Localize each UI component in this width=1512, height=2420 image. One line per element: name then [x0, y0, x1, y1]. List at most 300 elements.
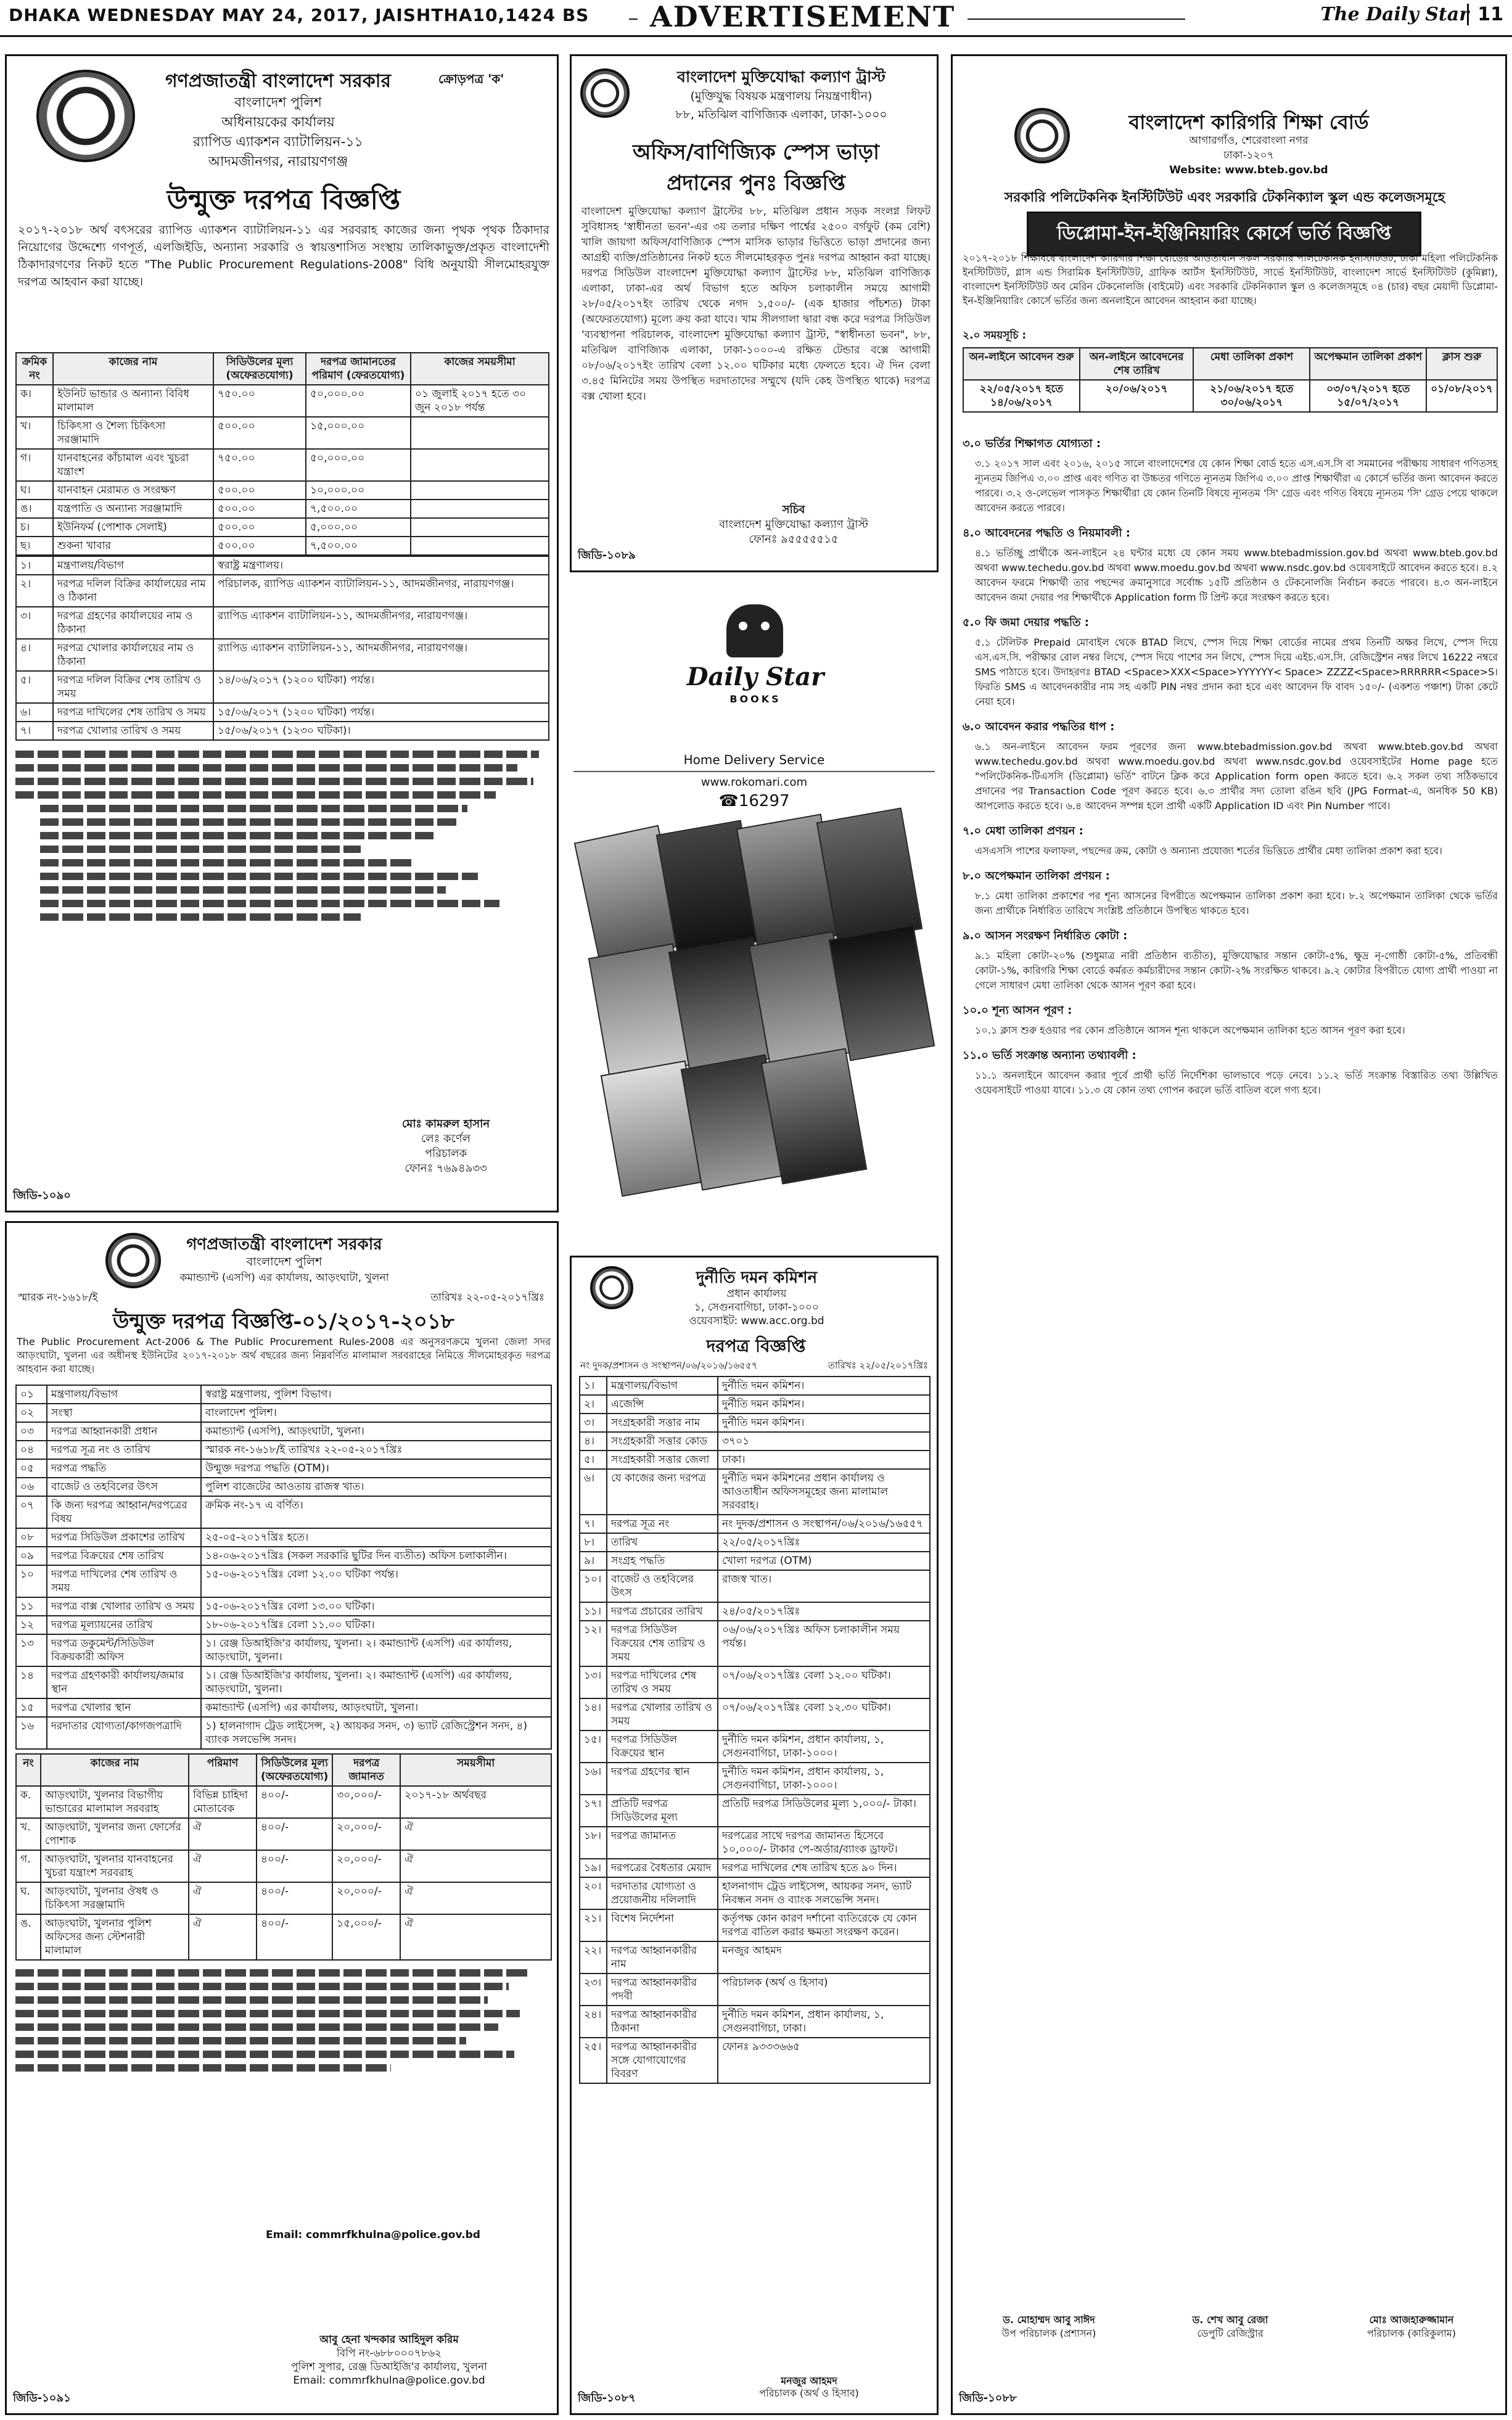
section-heading: ৩.০ ভর্তির শিক্ষাগত যোগ্যতা :: [963, 437, 1101, 450]
table-row: [16, 1666, 551, 1698]
table-header: অপেক্ষমান তালিকা প্রকাশ: [1310, 348, 1426, 380]
ad-rab-tender: [5, 54, 559, 1212]
table-cell: ১। রেঞ্জ ডিআইজি'র কার্যালয়, খুলনা। ২। কমান্ড্যান্ট (এসপি) এর কার্যালয়, আড়ংঘাটা, খুলনা।: [201, 1666, 551, 1698]
table-cell: ঐ: [189, 1914, 257, 1960]
table-cell: ১) হালনাগাদ ট্রেড লাইসেন্স, ২) আয়কর সনদ, ৩) ভ্যাট রেজিস্ট্রেশন সনদ, ৪) ব্যাংক সলভেন্সি সনদ।: [201, 1717, 551, 1749]
table-cell: খোলা দরপত্র (OTM): [718, 1552, 930, 1570]
table-cell: স্বরাষ্ট্র মন্ত্রণালয়।: [213, 556, 549, 575]
table-cell: ২০১৭-১৮ অর্থবছর: [400, 1786, 551, 1818]
schedule-value: ০৩/০৭/২০১৭ হতে ১৫/০৭/২০১৭: [1310, 380, 1426, 412]
table-cell: দরপত্র আহ্বানকারী প্রধান: [47, 1422, 201, 1441]
ad-title: উন্মুক্ত দরপত্র বিজ্ঞপ্তি: [166, 184, 401, 216]
info-table-wrap: [15, 1385, 552, 2078]
table-row: [16, 1404, 551, 1422]
table-cell: ২০।: [580, 1877, 607, 1909]
table-row: [16, 1478, 551, 1496]
table-cell: সংগ্রহ পদ্ধতি: [607, 1552, 718, 1570]
address: আদমজীনগর, নারায়ণগঞ্জ: [208, 154, 348, 170]
signer: [1325, 2313, 1498, 2340]
org-name: গণপ্রজাতন্ত্রী বাংলাদেশ সরকার: [165, 70, 391, 92]
table-row: [580, 1451, 930, 1469]
table-cell: বাংলাদেশ পুলিশ।: [201, 1404, 551, 1422]
table-row: [580, 2006, 930, 2038]
table-cell: দরপত্র বিক্রয়ের শেষ তারিখ: [47, 1547, 201, 1565]
table-cell: আড়ংঘাটা, খুলনার বিভাগীয় ভান্ডারের মালামাল সরবরাহ: [41, 1786, 189, 1818]
table-cell: ১৬।: [580, 1763, 607, 1795]
table-row: [16, 1914, 551, 1960]
table-cell: ৫,০০০.০০: [306, 518, 411, 537]
masthead: [0, 0, 1512, 37]
table-cell: ৭।: [16, 722, 53, 740]
table-cell: ঘ।: [16, 481, 53, 500]
table-cell: যানবাহন মেরামত ও সংরক্ষণ: [53, 481, 213, 500]
table-cell: ৪০০/-: [257, 1882, 332, 1914]
table-cell: দরপত্র গ্রহণের কার্যালয়ের নাম ও ঠিকানা: [53, 607, 213, 639]
table-cell: আড়ংঘাটা, খুলনার যানবাহনের খুচরা যন্ত্রাংশ সরবরাহ: [41, 1850, 189, 1882]
table-cell: [411, 500, 549, 518]
title-line-2: প্রদানের পুনঃ বিজ্ঞপ্তি: [667, 171, 845, 195]
info-table-wrap: [579, 1376, 931, 2084]
table-cell: ৫।: [580, 1451, 607, 1469]
table-cell: দরপত্র খোলার স্থান: [47, 1698, 201, 1717]
table-cell: দরপত্র সূত্র নং: [607, 1515, 718, 1533]
schedule-value: ২২/০৫/২০১৭ হতে ১৪/০৬/২০১৭: [963, 380, 1080, 412]
signer: সচিব: [782, 503, 805, 516]
table-row: [16, 1528, 551, 1547]
table-cell: ক.: [16, 1786, 41, 1818]
table-cell: ০৪: [16, 1441, 47, 1459]
signer-name: মোঃ আজহারুজ্জামান: [1369, 2314, 1454, 2326]
form-label: ক্রোড়পত্র 'ক': [438, 72, 504, 86]
table-cell: র‍্যাপিড এ্যাকশন ব্যাটালিয়ন-১১, আদমজীনগর, নারায়ণগঞ্জ।: [213, 607, 549, 639]
books-brand: Daily Star: [686, 662, 824, 691]
table-cell: ১১: [16, 1597, 47, 1616]
table-cell: ঘ.: [16, 1882, 41, 1914]
table-row: [16, 703, 549, 722]
table-cell: [411, 537, 549, 555]
table-cell: দরপত্র ডকুমেন্ট/সিডিউল বিক্রয়কারী অফিস: [47, 1634, 201, 1666]
signer-org: বাংলাদেশ মুক্তিযোদ্ধা কল্যাণ ট্রাস্ট: [719, 518, 868, 531]
table-cell: দরপত্র প্রচারের তারিখ: [607, 1602, 718, 1621]
section-text: ৯.১ মহিলা কোটা-২০% (শুধুমাত্র নারী প্রতিষ্ঠান ব্যতীত), মুক্তিযোদ্ধার সন্তান কোটা-৫%, ক্ষুদ্র নৃ-গোষ্ঠী কোটা-৫%, প্রতিবন্ধী কোটা-১%, কারিগরি শিক্ষা বোর্ডে কর্মরত কর্মচারীদের সন্তান কোটা-২% সংরক্ষিত থাকবে। ৯.২ কোটার বিপরীতে যোগ্য প্রার্থী পাওয়া না গেলে সাধারণ মেধা তালিকা থেকে আসন পূরণ করা হবে।: [975, 950, 1498, 991]
body-text: বাংলাদেশ মুক্তিযোদ্ধা কল্যাণ ট্রাস্টের ৮৮, মতিঝিল প্রধান সড়ক সংলগ্ন লিফট সুবিধাসহ 'স্বাধীনতা ভবন'-এর ৩য় তলার দক্ষিণ পার্শ্বের ২৫০০ বর্গফুট (কম বেশি) খালি জায়গা অফিস/বাণিজ্যিক স্পেস মাসিক ভাড়ার ভিত্তিতে ভাড়া প্রদানের জন্য আগ্রহী ব্যক্তি/প্রতিষ্ঠানের নিকট হতে সীলমোহরকৃত পুনঃ দরপত্র আহ্বান করা যাচ্ছে। দরপত্র সিডিউল বাংলাদেশ মুক্তিযোদ্ধা কল্যাণ ট্রাস্টের ৮৮, মতিঝিল বাণিজ্যিক এলাকা, ঢাকা-এর অর্থ বিভাগ হতে অফিস চলাকালীন সময়ে আগামী ২৮/০৫/২০১৭ইং তারিখ থেকে নগদ ১,৫০০/- (এক হাজার পাঁচশত) টাকা (অফেরতযোগ্য) মূল্যে ক্রয় করা যাবে। খাম সীলগালা দ্বারা বন্ধ করে দরপত্র সিডিউল 'ব্যবস্থাপনা পরিচালক, বাংলাদেশ মুক্তিযোদ্ধা কল্যাণ ট্রাস্ট, "স্বাধীনতা ভবন", ৮৮, মতিঝিল বাণিজ্যিক এলাকা, ঢাকা-১০০০-এ রক্ষিত টেন্ডার বক্সে আগামী ০৮/০৬/২০১৭ইং তারিখ বেলা ১২.০০ ঘটিকার মধ্যে ফেলতে হবে। ঐ দিন বেলা ৩.৪৫ মিনিটের সময় উপস্থিত দরদাতাদের সম্মুখে (যদি কেহ উপস্থিত থাকে) দরপত্র বক্স খোলা হবে।: [581, 205, 931, 403]
table-row: [16, 1565, 551, 1597]
table-cell: ঐ: [400, 1882, 551, 1914]
table-cell: ঐ: [189, 1882, 257, 1914]
table-row: [580, 1533, 930, 1552]
table-cell: ৪।: [16, 639, 53, 671]
table-row: [580, 1621, 930, 1666]
table-cell: [411, 417, 549, 449]
table-cell: ৫০০.০০: [213, 537, 306, 555]
section-text: ৩.১ ২০১৭ সাল এবং ২০১৬, ২০১৫ সালে বাংলাদেশের যে কোন শিক্ষা বোর্ড হতে এস.এস.সি বা সমমানের পরীক্ষায় সাধারণ গণিতসহ ন্যূনতম জিপিএ ৩.০০ প্রাপ্ত এবং গণিত বা উচ্চতর গণিতে ন্যূনতম জিপিএ ৩.০০ প্রাপ্ত শিক্ষার্থীরা এ কোর্সে ভর্তির জন্য আবেদন করতে পারবে। ৩.২ ও-লেভেল পাসকৃত শিক্ষার্থীরা যে কোন তিনটি বিষয়ে ন্যূনতম 'সি' গ্রেড এবং গণিত বিষয়ে ন্যূনতম 'সি' গ্রেড পেয়ে থাকলে আবেদন করতে পারবে।: [975, 458, 1498, 514]
table-row: [16, 1385, 551, 1404]
table-header: অন-লাইনে আবেদন শুরু: [963, 348, 1080, 380]
table-cell: ১০।: [580, 1570, 607, 1602]
gd-number: জিডি-১০৯০: [13, 1189, 71, 1202]
phone-icon: ☎: [718, 792, 739, 810]
ad-acc-tender: [570, 1256, 939, 2415]
section-title: ADVERTISEMENT: [638, 0, 968, 33]
table-cell: ১৫।: [580, 1731, 607, 1763]
table-row: [16, 1634, 551, 1666]
table-cell: ০৯: [16, 1547, 47, 1565]
info-table: [15, 556, 549, 741]
title-line-1: অফিস/বাণিজ্যিক স্পেস ভাড়া: [632, 140, 879, 165]
books-phone-number: 16297: [738, 792, 790, 810]
table-cell: ২২।: [580, 1941, 607, 1973]
sections: [963, 426, 1498, 1098]
items-table: [15, 352, 549, 556]
table-cell: ১৫: [16, 1698, 47, 1717]
intro-text: The Public Procurement Act-2006 & The Public Procurement Rules-2008 এর অনুসরণক্রমে খুলনা জেলা সদর আড়ংঘাটা, খুলনা এর অধীনস্থ ইউনিটের ২০১৭-২০১৮ অর্থ বছরের জন্য নিম্নবর্ণিত মালামাল সরবরাহের নিমিত্তে সীলমোহরকৃত দরপত্র আহবান করা যাচ্ছে।: [17, 1336, 551, 1375]
table-row: [580, 1941, 930, 1973]
terms-text: [15, 751, 549, 921]
schedule-value: ২০/০৬/২০১৭: [1080, 380, 1194, 412]
table-cell: দরপত্র খোলার কার্যালয়ের নাম ও ঠিকানা: [53, 639, 213, 671]
table-cell: স্মারক নং-১৬১৮/ই তারিখঃ ২২-০৫-২০১৭খ্রিঃ: [201, 1441, 551, 1459]
table-cell: ইউনিফর্ম (পোশাক সেলাই): [53, 518, 213, 537]
signature-block: [353, 1117, 538, 1176]
table-cell: ২০,০০০/-: [332, 1882, 400, 1914]
signer: [1144, 2313, 1317, 2340]
table-cell: ০৭/০৬/২০১৭খ্রিঃ বেলা ১২.৩০ ঘটিকা।: [718, 1698, 930, 1731]
table-cell: পরিচালক, র‍্যাপিড এ্যাকশন ব্যাটালিয়ন-১১, আদমজীনগর, নারায়ণগঞ্জ।: [213, 575, 549, 607]
table-cell: ৫০০.০০: [213, 500, 306, 518]
table-cell: দরপত্র বাক্স খোলার তারিখ ও সময়: [47, 1597, 201, 1616]
books-url[interactable]: www.rokomari.com: [701, 776, 808, 789]
table-cell: ২৪/০৫/২০১৭খ্রিঃ: [718, 1602, 930, 1621]
table-row: [16, 639, 549, 671]
table-cell: ১১।: [580, 1602, 607, 1621]
service-label: Home Delivery Service: [573, 752, 935, 772]
memo: নং দুদক/প্রশাসন ও সংস্থাপন/০৬/২০১৬/১৬৫৫৭: [580, 1360, 758, 1371]
dateline: DHAKA WEDNESDAY MAY 24, 2017, JAISHTHA10,1424 BS: [9, 5, 590, 25]
table-row: [16, 1422, 551, 1441]
table-row: [16, 1850, 551, 1882]
table-header: সিডিউলের মূল্য (অফেরতযোগ্য): [257, 1754, 332, 1786]
signer-phone: ফোনঃ ৭৬৯৪৯৩৩: [405, 1162, 487, 1175]
info-table: [15, 1385, 552, 1750]
unit: র‍্যাপিড এ্যাকশন ব্যাটালিয়ন-১১: [193, 134, 363, 150]
table-row: [580, 1731, 930, 1763]
table-row: [16, 1459, 551, 1478]
table-cell: দরপত্র আহ্বানকারীর সঙ্গে যোগাযোগের বিবরণ: [607, 2038, 718, 2083]
table-cell: ৬।: [16, 703, 53, 722]
table-cell: দরপত্র মূল্যায়নের তারিখ: [47, 1616, 201, 1634]
section-text: ৫.১ টেলিটক Prepaid মোবাইল থেকে BTAD লিখে, স্পেস দিয়ে শিক্ষা বোর্ডের নামের প্রথম তিনটি অক্ষর লিখে, স্পেস দিয়ে এস.এস.সি. পরীক্ষার রোল নম্বর লিখে, স্পেস দিয়ে পাশের সন লিখে, স্পেস দিয়ে এইচ.এস.সি. রেজিস্ট্রেশন নম্বর লিখে 16222 নম্বরে SMS পাঠাতে হবে। উদাহরণঃ BTAD <Space>XXX<Space>YYYYYY< Space> ZZZZ<Space>RRRRRR<Space>S। ফিরতি SMS এ আবেদনকারীর নাম সহ একটি PIN নম্বর প্রদান করা হবে এবং আবেদন ফি বাবদ ১৫০/- (একশত পঞ্চাশ) টাকা কেটে নেয়া হবে।: [975, 636, 1498, 707]
table-cell: দরপত্র গ্রহণকারী কার্যালয়/জমার স্থান: [47, 1666, 201, 1698]
table-cell: ১৯।: [580, 1859, 607, 1877]
table-cell: যানবাহনের কাঁচামাল এবং খুচরা যন্ত্রাংশ: [53, 449, 213, 481]
table-cell: দরপত্র আহ্বানকারীর ঠিকানা: [607, 2006, 718, 2038]
table-cell: স্বরাষ্ট্র মন্ত্রণালয়, পুলিশ বিভাগ।: [201, 1385, 551, 1404]
table-cell: দরদাতার যোগ্যতা ও প্রয়োজনীয় দলিলাদি: [607, 1877, 718, 1909]
table-cell: সংস্থা: [47, 1404, 201, 1422]
table-row: [580, 1469, 930, 1515]
table-cell: মন্ত্রণালয়/বিভাগ: [53, 556, 213, 575]
table-cell: ১।: [16, 556, 53, 575]
page-number: 11: [1467, 4, 1503, 25]
table-cell: ২২/০৫/২০১৭খ্রিঃ: [718, 1533, 930, 1552]
table-cell: যন্ত্রপাতি ও অন্যান্য সরঞ্জামাদি: [53, 500, 213, 518]
signature-block: [695, 2375, 923, 2400]
table-cell: ১২: [16, 1616, 47, 1634]
section-heading: ১১.০ ভর্তি সংক্রান্ত অন্যান্য তথ্যাবলী :: [963, 1049, 1136, 1062]
city: ঢাকা-১২০৭: [1223, 149, 1274, 162]
signer-name: ড. মোহাম্মদ আবু সাঈদ: [1003, 2314, 1095, 2326]
section-heading: ৪.০ আবেদনের পদ্ধতি ও নিয়মাবলী :: [963, 527, 1130, 540]
signature-block: [229, 2333, 549, 2387]
table-cell: মনজুর আহমদ: [718, 1941, 930, 1973]
table-cell: ৩৭০১: [718, 1432, 930, 1451]
table-row: [16, 1698, 551, 1717]
table-cell: ৯।: [580, 1552, 607, 1570]
table-row: [16, 671, 549, 703]
table-cell: ০২: [16, 1404, 47, 1422]
trust-logo-icon: [580, 68, 630, 118]
table-cell: ঐ: [189, 1818, 257, 1850]
table-cell: ১৪-০৬-২০১৭খ্রিঃ (সকল সরকারি ছুটির দিন ব্যতীত) অফিস চলাকালীন।: [201, 1547, 551, 1565]
ad-daily-star-books: [573, 580, 935, 1215]
table-cell: দরদাতার যোগ্যতা/কাগজপত্রাদি: [47, 1717, 201, 1749]
table-cell: ৪০০/-: [257, 1914, 332, 1960]
table-cell: ২১।: [580, 1909, 607, 1941]
items-table: [15, 1753, 552, 1961]
table-header: কাজের নাম: [41, 1754, 189, 1786]
table-cell: দরপত্র দাখিলের শেষ তারিখ ও সময়: [53, 703, 213, 722]
table-cell: আড়ংঘাটা, খুলনার পুলিশ অফিসের জন্য স্টেশনারী মালামাল: [41, 1914, 189, 1960]
intro-text: ২০১৭-২০১৮ শিক্ষাবর্ষে বাংলাদেশ কারিগরি শিক্ষা বোর্ডের আওতাধীন সকল সরকারি পলিটেকনিক ইনস্টিটিউট, ঢাকা মহিলা পলিটেকনিক ইনস্টিটিউট, গ্লাস এন্ড সিরামিক ইনস্টিটিউট, গ্রাফিক আর্টস ইনস্টিটিউট, সার্ভে ইনস্টিটিউট, বাংলাদেশ সার্ভে ইনস্টিটিউট (কুমিল্লা), বাংলাদেশ ইনস্টিটিউট অব মেরিন টেকনোলজি (বাইমেট) এবং সরকারি টেকনিক্যাল স্কুল ও কলেজসমূহে ০৪ (চার) বছর মেয়াদী ডিপ্লোমা-ইন-ইঞ্জিনিয়ারিং কোর্সে ভর্তির জন্য অনলাইনে আবেদন আহবান করা যাচ্ছে।: [963, 252, 1498, 307]
table-cell: দরপত্র খোলার তারিখ ও সময়: [53, 722, 213, 740]
signer-name: মনজুর আহমদ: [781, 2375, 837, 2387]
table-cell: ০৬: [16, 1478, 47, 1496]
table-row: [16, 1496, 551, 1528]
table-cell: ১৫,০০০/-: [332, 1914, 400, 1960]
books-phone: [573, 792, 935, 810]
section-heading: ৬.০ আবেদন করার পদ্ধতির ধাপ :: [963, 720, 1115, 733]
table-row: [580, 1827, 930, 1859]
table-cell: ৭,৫০০.০০: [306, 537, 411, 555]
signer-email: Email: commrfkhulna@police.gov.bd: [293, 2374, 485, 2387]
memo-date: তারিখঃ ২২-০৫-২০১৭খ্রিঃ: [430, 1291, 544, 1304]
table-cell: ৭৫০.০০: [213, 449, 306, 481]
signer-title: পরিচালক (কারিকুলাম): [1366, 2327, 1457, 2339]
ad-title: দরপত্র বিজ্ঞপ্তি: [706, 1336, 806, 1356]
table-cell: ২৫-০৫-২০১৭খ্রিঃ হতে।: [201, 1528, 551, 1547]
table-cell: ৭,৫০০.০০: [306, 500, 411, 518]
table-cell: ৪০০/-: [257, 1786, 332, 1818]
table-row: [580, 1698, 930, 1731]
table-header: ক্লাস শুরু: [1426, 348, 1497, 380]
section-heading: ৭.০ মেধা তালিকা প্রণয়ন :: [963, 825, 1083, 838]
course-banner: ডিপ্লোমা-ইন-ইঞ্জিনিয়ারিং কোর্সে ভর্তি বিজ্ঞপ্তি: [1027, 212, 1421, 257]
table-cell: ১৬: [16, 1717, 47, 1749]
table-cell: ৫০,০০০.০০: [306, 449, 411, 481]
table-cell: আড়ংঘাটা, খুলনার ঔষধ ও চিকিৎসা সরঞ্জামাদি: [41, 1882, 189, 1914]
table-cell: বাজেট ও তহবিলের উৎস: [607, 1570, 718, 1602]
table-cell: যে কাজের জন্য দরপত্র: [607, 1469, 718, 1515]
table-header: কাজের নাম: [53, 353, 213, 385]
table-cell: প্রতিটি দরপত্র সিডিউলের মূল্য: [607, 1795, 718, 1827]
table-cell: ০১: [16, 1385, 47, 1404]
website[interactable]: ওয়েবসাইট: www.acc.org.bd: [689, 1315, 824, 1327]
table-row: [16, 607, 549, 639]
table-cell: কর্তৃপক্ষ কোন কারণ দর্শানো ব্যতিরেকে যে কোন দরপত্র বাতিল করার ক্ষমতা সংরক্ষণ করেন।: [718, 1909, 930, 1941]
table-cell: ঐ: [400, 1818, 551, 1850]
table-cell: বাজেট ও তহবিলের উৎস: [47, 1478, 201, 1496]
table-row: [580, 1859, 930, 1877]
table-cell: ঐ: [189, 1850, 257, 1882]
table-cell: ০৫: [16, 1459, 47, 1478]
table-cell: ০৩: [16, 1422, 47, 1441]
table-cell: শুকনা খাবার: [53, 537, 213, 555]
table-cell: ১৪।: [580, 1698, 607, 1731]
table-cell: ০৭/০৬/২০১৭খ্রিঃ বেলা ১২.০০ ঘটিকা।: [718, 1666, 930, 1698]
table-row: [580, 1877, 930, 1909]
table-cell: ১৫/০৬/২০১৭ (১২৩০ ঘটিকা)।: [213, 722, 549, 740]
table-cell: দরপত্র দাখিলের শেষ তারিখ ও সময়: [47, 1565, 201, 1597]
table-cell: দুর্নীতি দমন কমিশন, প্রধান কার্যালয়, ১, সেগুনবাগিচা, ঢাকা।: [718, 2006, 930, 2038]
table-cell: দরপত্র দাখিলের শেষ তারিখ ও সময়: [607, 1666, 718, 1698]
table-cell: ১৮-০৬-২০১৭খ্রিঃ বেলা ১১.০০ ঘটিকা।: [201, 1616, 551, 1634]
items-table-wrap: [15, 352, 549, 927]
table-cell: চ।: [16, 518, 53, 537]
table-cell: দুর্নীতি দমন কমিশন।: [718, 1395, 930, 1414]
table-header: দরপত্র জামানতের পরিমাণ (ফেরতযোগ্য): [306, 353, 411, 385]
table-cell: ৪০০/-: [257, 1850, 332, 1882]
table-cell: রাজস্ব খাত।: [718, 1570, 930, 1602]
table-cell: দরপত্র সিডিউল বিক্রয়ের স্থান: [607, 1731, 718, 1763]
table-cell: ১৮।: [580, 1827, 607, 1859]
table-cell: পুলিশ বাজেটের আওতায় রাজস্ব খাত।: [201, 1478, 551, 1496]
table-cell: ১২।: [580, 1621, 607, 1666]
table-cell: দরপত্র সিডিউল প্রকাশের তারিখ: [47, 1528, 201, 1547]
signer-title: ডেপুটি রেজিস্ট্রার: [1197, 2327, 1263, 2339]
table-cell: কমান্ড্যান্ট (এসপি), আড়ংঘাটা, খুলনা।: [201, 1422, 551, 1441]
table-row: [16, 556, 549, 575]
table-cell: ২৪।: [580, 2006, 607, 2038]
table-row: [16, 1441, 551, 1459]
table-header: অন-লাইনে আবেদনের শেষ তারিখ: [1080, 348, 1194, 380]
table-cell: ২০,০০০/-: [332, 1850, 400, 1882]
ad-title: উন্মুক্ত দরপত্র বিজ্ঞপ্তি-০১/২০১৭-২০১৮: [113, 1309, 454, 1334]
table-row: [16, 575, 549, 607]
table-cell: ৩।: [16, 607, 53, 639]
table-row: [580, 1666, 930, 1698]
table-row: [16, 1597, 551, 1616]
table-row: [580, 1515, 930, 1533]
table-cell: উন্মুক্ত দরপত্র পদ্ধতি (OTM)।: [201, 1459, 551, 1478]
memo-date: তারিখঃ ২২/০৫/২০১৭খ্রিঃ: [828, 1360, 928, 1371]
table-cell: মন্ত্রণালয়/বিভাগ: [47, 1385, 201, 1404]
table-cell: দুর্নীতি দমন কমিশন।: [718, 1414, 930, 1432]
table-row: [16, 385, 549, 417]
table-cell: ১৫/০৬/২০১৭ (১২০০ ঘটিকা) পর্যন্ত।: [213, 703, 549, 722]
table-cell: দুর্নীতি দমন কমিশন, প্রধান কার্যালয়, ১, সেগুনবাগিচা, ঢাকা-১০০০।: [718, 1731, 930, 1763]
section-text: ১০.১ ক্লাস শুরু হওয়ার পর কোন প্রতিষ্ঠানে আসন শূন্য থাকলে অপেক্ষমান তালিকা হতে আসন পূরণ করা হবে।: [975, 1024, 1405, 1036]
section-heading: ১০.০ শূন্য আসন পূরণ :: [963, 1004, 1072, 1017]
table-cell: [411, 518, 549, 537]
table-row: [580, 1395, 930, 1414]
table-row: [580, 1414, 930, 1432]
table-row: [580, 1602, 930, 1621]
office: প্রধান কার্যালয়: [726, 1288, 787, 1300]
table-cell: ১৪: [16, 1666, 47, 1698]
table-cell: ঙ।: [16, 500, 53, 518]
table-cell: দরপত্রের সাথে দরপত্র জামানত হিসেবে ১০,০০০/- টাকার পে-অর্ডার/ব্যাংক ড্রাফট।: [718, 1827, 930, 1859]
table-cell: বিভিন্ন চাহিদা মোতাবেক: [189, 1786, 257, 1818]
table-row: [16, 449, 549, 481]
table-cell: ৭।: [580, 1515, 607, 1533]
table-cell: দরপত্র দলিল বিক্রির শেষ তারিখ ও সময়: [53, 671, 213, 703]
table-cell: সংগ্রহকারী সত্তার জেলা: [607, 1451, 718, 1469]
table-cell: খ.: [16, 1818, 41, 1850]
schedule: [963, 327, 1498, 413]
signer-phone: ফোনঃ ৯৫৫৫৫৫১৫: [749, 533, 839, 546]
table-cell: ২।: [16, 575, 53, 607]
table-cell: ১৩: [16, 1634, 47, 1666]
ad-police-khulna: [5, 1221, 559, 2415]
table-row: [16, 1547, 551, 1565]
table-row: [580, 1432, 930, 1451]
table-cell: তারিখ: [607, 1533, 718, 1552]
table-header: সময়সীমা: [400, 1754, 551, 1786]
table-cell: দরপত্র দলিল বিক্রির কার্যালয়ের নাম ও ঠিকানা: [53, 575, 213, 607]
table-cell: ১৫-০৬-২০১৭খ্রিঃ বেলা ১৩.০০ ঘটিকা।: [201, 1597, 551, 1616]
brand-logo: The Daily Star: [1320, 4, 1469, 25]
bteb-logo-icon: [1014, 108, 1070, 163]
table-row: [16, 1616, 551, 1634]
table-cell: [411, 449, 549, 481]
table-cell: দরপত্র সূত্র নং ও তারিখ: [47, 1441, 201, 1459]
table-header: মেধা তালিকা প্রকাশ: [1193, 348, 1310, 380]
table-row: [16, 537, 549, 555]
signers: [963, 2313, 1498, 2340]
table-row: [580, 2038, 930, 2083]
table-cell: ২৫।: [580, 2038, 607, 2083]
dept: বাংলাদেশ পুলিশ: [246, 1255, 323, 1269]
table-cell: সংগ্রহকারী সত্তার নাম: [607, 1414, 718, 1432]
signer-name: আবু হেনা খন্দকার আহিদুল করিম: [319, 2334, 459, 2346]
table-cell: ফোনঃ ৯৩৩৩৬৬৫: [718, 2038, 930, 2083]
table-header: নং: [16, 1754, 41, 1786]
website[interactable]: Website: www.bteb.gov.bd: [1169, 164, 1328, 176]
table-cell: ০৭: [16, 1496, 47, 1528]
table-cell: দরপত্র আহ্বানকারীর পদবী: [607, 1973, 718, 2006]
table-cell: ১৪/০৬/২০১৭ (১২০০ ঘটিকা) পর্যন্ত।: [213, 671, 549, 703]
table-cell: ক্রমিক নং-১৭ এ বর্ণিত।: [201, 1496, 551, 1528]
table-cell: দরপত্র সিডিউল বিক্রয়ের শেষ তারিখ ও সময়: [607, 1621, 718, 1666]
section-text: ১১.১ অনলাইনে আবেদন করার পূর্বে প্রার্থী ভর্তি নির্দেশিকা ভালভাবে পড়ে নেবে। ১১.২ ভর্তি সংক্রান্ত বিস্তারিত তথ্য উল্লিখিত ওয়েবসাইটে পাওয়া যাবে। ১১.৩ যে কোন তথ্য গোপন করলে ভর্তি বাতিল বলে গণ্য হবে।: [975, 1069, 1498, 1096]
table-cell: ১৫,০০০.০০: [306, 417, 411, 449]
table-cell: ৫০০.০০: [213, 417, 306, 449]
table-cell: সংগ্রহকারী সত্তার কোড: [607, 1432, 718, 1451]
gd-number: জিডি-১০৮৭: [578, 2392, 636, 2405]
table-row: [580, 1763, 930, 1795]
table-cell: গ.: [16, 1850, 41, 1882]
table-cell: ৩০,০০০/-: [332, 1786, 400, 1818]
section-heading: ৮.০ অপেক্ষমান তালিকা প্রণয়ন :: [963, 870, 1110, 883]
table-row: [16, 1786, 551, 1818]
table-cell: র‍্যাপিড এ্যাকশন ব্যাটালিয়ন-১১, আদমজীনগর, নারায়ণগঞ্জ।: [213, 639, 549, 671]
table-cell: ঐ: [400, 1850, 551, 1882]
table-cell: দরপত্র আহ্বানকারীর নাম: [607, 1941, 718, 1973]
table-row: [16, 417, 549, 449]
table-cell: হালনাগাদ ট্রেড লাইসেন্স, আয়কর সনদ, ভ্যাট নিবন্ধন সনদ ও ব্যাংক সলভেন্সি সনদ।: [718, 1877, 930, 1909]
table-row: [580, 1570, 930, 1602]
table-row: [580, 1973, 930, 2006]
